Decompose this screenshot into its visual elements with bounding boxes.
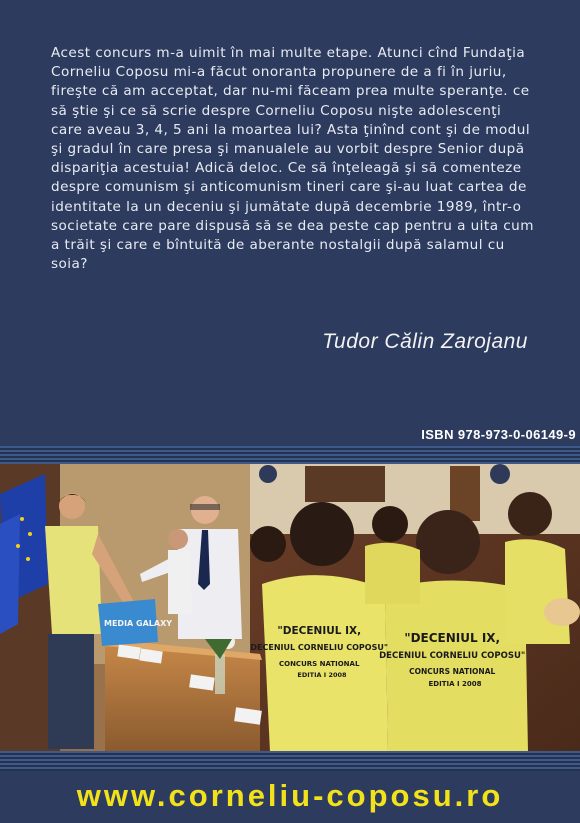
shirt-left-line2: DECENIUL CORNELIU COPOSU" (250, 643, 389, 652)
award-ceremony-photo (0, 464, 580, 752)
shirt-left-line3: CONCURS NATIONAL (278, 660, 360, 668)
shirt-left-line4: EDITIA I 2008 (297, 671, 347, 679)
bag-label: MEDIA GALAXY (104, 619, 173, 628)
shirt-right-line3: CONCURS NATIONAL (409, 667, 496, 676)
website-url: www.corneliu-coposu.ro (76, 778, 504, 813)
quote-text: Acest concurs m-a uimit în mai multe etape. Atunci cînd Fundaţia Corneliu Coposu mi-a făcut onoranta propunere de a fi în juriu, fireşte că am acceptat, dar nu-mi făceam prea multe speranţe. ce să ştie şi ce să scrie despre Corneliu Coposu nişte adolescenţi care aveau 3, 4, 5 ani la moartea lui? Asta ţinînd cont şi de modul şi gradul în care presa şi manualele au vorbit despre Senior după dispariţia acestuia! Adică deloc. Ce să înţeleagă şi să comenteze despre comunism şi anticomunism tineri care şi-au luat cartea de identitate la un deceniu şi jumătate după decembrie 1989, într-o societate care pare dispusă să se dea peste cap pentru a uita cum a trăit şi care e bîntuită de aberante nostalgii după salamul cu soia? (51, 45, 534, 273)
stripe-divider-bottom (0, 751, 580, 771)
isbn-label: ISBN 978-973-0-06149-9 (421, 427, 576, 442)
stripe-divider-top (0, 446, 580, 464)
shirt-left-line1: "DECENIUL IX, (277, 625, 362, 637)
shirt-right-line4: EDITIA I 2008 (428, 680, 482, 688)
quote-author: Tudor Călin Zarojanu (322, 330, 528, 353)
shirt-right-line1: "DECENIUL IX, (404, 631, 501, 645)
shirt-right-line2: DECENIUL CORNELIU COPOSU" (379, 651, 526, 661)
